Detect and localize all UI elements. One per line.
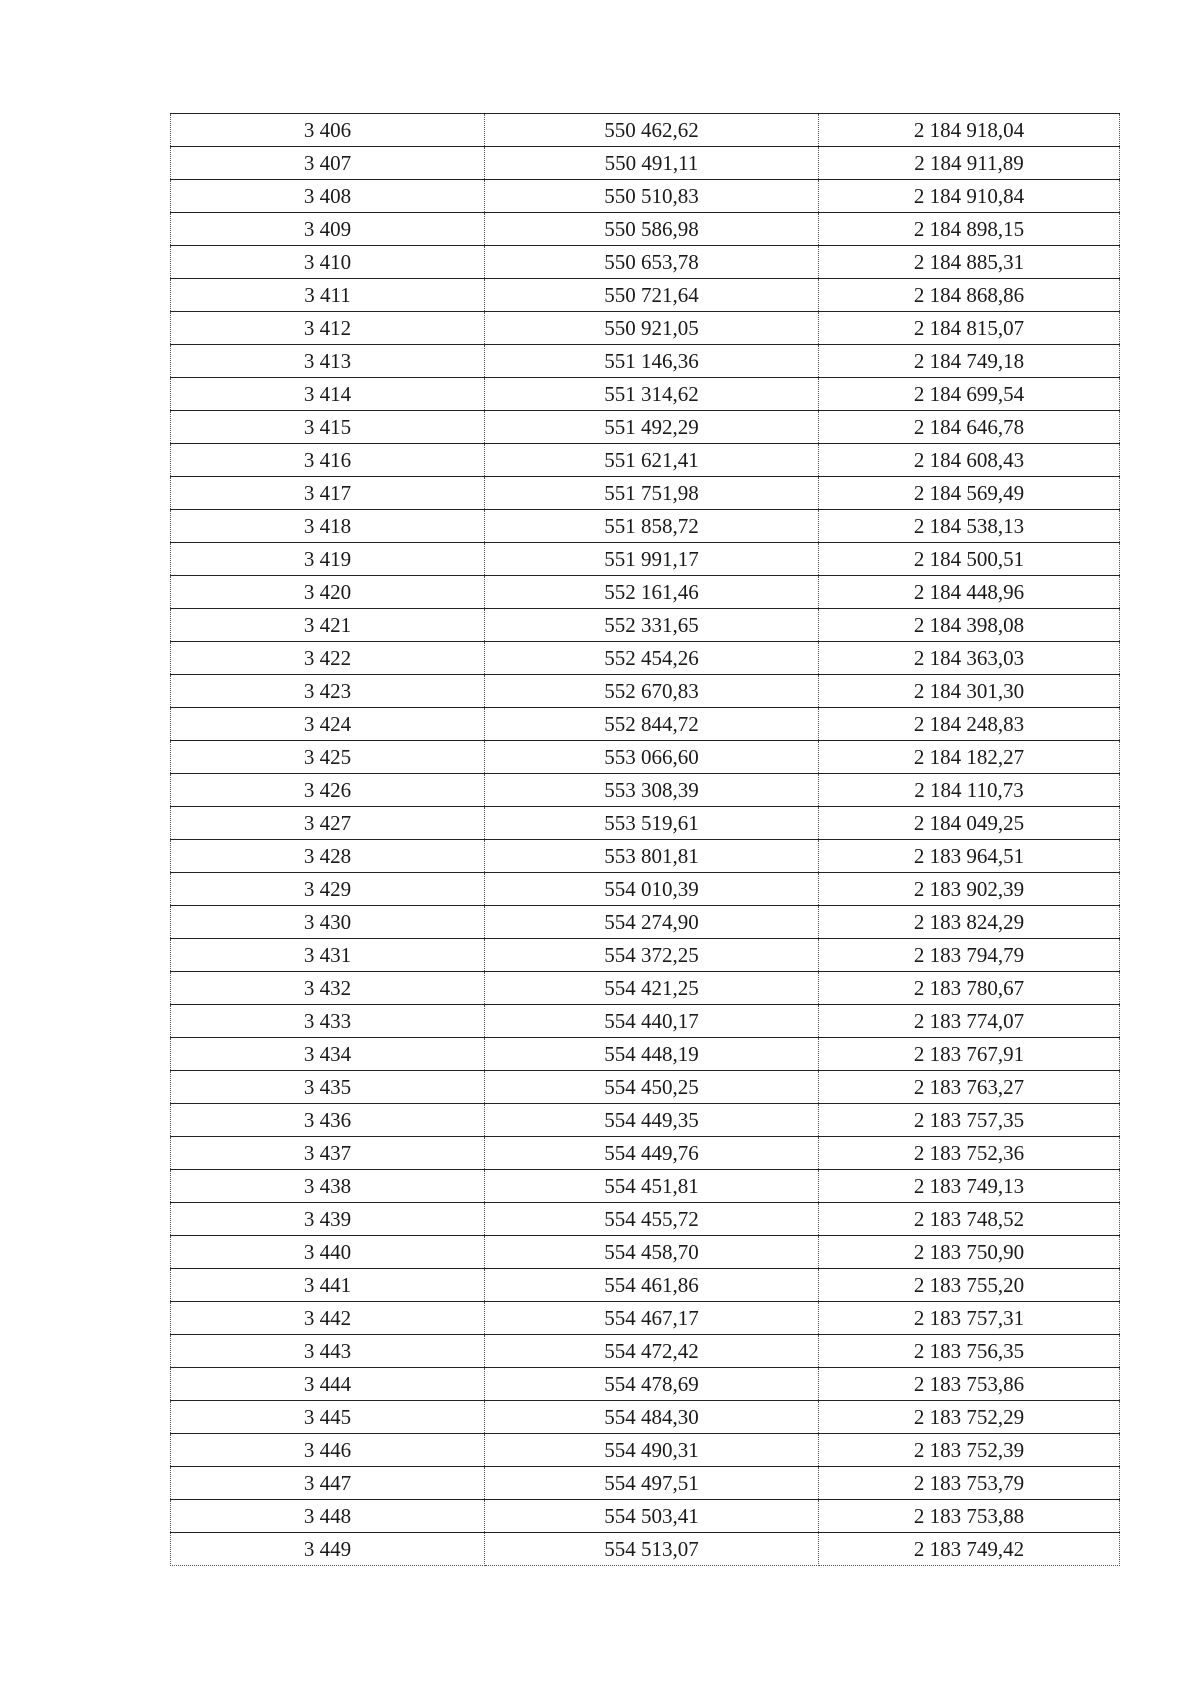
y-coordinate-cell: 2 183 750,90	[819, 1236, 1120, 1269]
x-coordinate-cell: 554 440,17	[485, 1005, 819, 1038]
y-coordinate-cell: 2 184 049,25	[819, 807, 1120, 840]
x-coordinate-cell: 550 921,05	[485, 312, 819, 345]
point-number-cell: 3 434	[171, 1038, 485, 1071]
x-coordinate-cell: 552 454,26	[485, 642, 819, 675]
point-number-cell: 3 409	[171, 213, 485, 246]
x-coordinate-cell: 552 844,72	[485, 708, 819, 741]
table-row	[171, 345, 1120, 378]
point-number-cell: 3 444	[171, 1368, 485, 1401]
table-row	[171, 741, 1120, 774]
y-coordinate-cell: 2 183 756,35	[819, 1335, 1120, 1368]
x-coordinate-cell: 550 462,62	[485, 114, 819, 147]
y-coordinate-cell: 2 184 749,18	[819, 345, 1120, 378]
x-coordinate-cell: 552 670,83	[485, 675, 819, 708]
y-coordinate-cell: 2 183 767,91	[819, 1038, 1120, 1071]
table-row	[171, 246, 1120, 279]
point-number-cell: 3 421	[171, 609, 485, 642]
x-coordinate-cell: 553 801,81	[485, 840, 819, 873]
y-coordinate-cell: 2 184 569,49	[819, 477, 1120, 510]
point-number-cell: 3 426	[171, 774, 485, 807]
point-number-cell: 3 447	[171, 1467, 485, 1500]
y-coordinate-cell: 2 183 902,39	[819, 873, 1120, 906]
point-number-cell: 3 441	[171, 1269, 485, 1302]
y-coordinate-cell: 2 183 824,29	[819, 906, 1120, 939]
table-row	[171, 1269, 1120, 1302]
x-coordinate-cell: 551 621,41	[485, 444, 819, 477]
table-row	[171, 576, 1120, 609]
y-coordinate-cell: 2 184 898,15	[819, 213, 1120, 246]
point-number-cell: 3 419	[171, 543, 485, 576]
table-row	[171, 642, 1120, 675]
y-coordinate-cell: 2 184 248,83	[819, 708, 1120, 741]
table-row	[171, 1203, 1120, 1236]
table-row	[171, 1467, 1120, 1500]
x-coordinate-cell: 554 421,25	[485, 972, 819, 1005]
point-number-cell: 3 422	[171, 642, 485, 675]
y-coordinate-cell: 2 184 110,73	[819, 774, 1120, 807]
table-row	[171, 213, 1120, 246]
x-coordinate-cell: 554 450,25	[485, 1071, 819, 1104]
table-row	[171, 114, 1120, 147]
point-number-cell: 3 415	[171, 411, 485, 444]
point-number-cell: 3 420	[171, 576, 485, 609]
y-coordinate-cell: 2 183 749,42	[819, 1533, 1120, 1566]
point-number-cell: 3 424	[171, 708, 485, 741]
point-number-cell: 3 412	[171, 312, 485, 345]
x-coordinate-cell: 554 467,17	[485, 1302, 819, 1335]
y-coordinate-cell: 2 183 753,79	[819, 1467, 1120, 1500]
point-number-cell: 3 413	[171, 345, 485, 378]
x-coordinate-cell: 554 010,39	[485, 873, 819, 906]
x-coordinate-cell: 554 458,70	[485, 1236, 819, 1269]
point-number-cell: 3 425	[171, 741, 485, 774]
y-coordinate-cell: 2 183 757,31	[819, 1302, 1120, 1335]
x-coordinate-cell: 551 492,29	[485, 411, 819, 444]
y-coordinate-cell: 2 184 448,96	[819, 576, 1120, 609]
x-coordinate-cell: 554 461,86	[485, 1269, 819, 1302]
x-coordinate-cell: 554 484,30	[485, 1401, 819, 1434]
x-coordinate-cell: 551 751,98	[485, 477, 819, 510]
table-row	[171, 411, 1120, 444]
point-number-cell: 3 439	[171, 1203, 485, 1236]
table-row	[171, 906, 1120, 939]
y-coordinate-cell: 2 183 753,86	[819, 1368, 1120, 1401]
table-row	[171, 1071, 1120, 1104]
table-row	[171, 1533, 1120, 1566]
y-coordinate-cell: 2 184 182,27	[819, 741, 1120, 774]
x-coordinate-cell: 554 449,76	[485, 1137, 819, 1170]
x-coordinate-cell: 550 510,83	[485, 180, 819, 213]
table-row	[171, 972, 1120, 1005]
table-row	[171, 1236, 1120, 1269]
point-number-cell: 3 443	[171, 1335, 485, 1368]
table-row	[171, 279, 1120, 312]
table-row	[171, 543, 1120, 576]
x-coordinate-cell: 554 503,41	[485, 1500, 819, 1533]
table-row	[171, 1500, 1120, 1533]
y-coordinate-cell: 2 184 911,89	[819, 147, 1120, 180]
point-number-cell: 3 430	[171, 906, 485, 939]
x-coordinate-cell: 553 308,39	[485, 774, 819, 807]
point-number-cell: 3 406	[171, 114, 485, 147]
table-row	[171, 939, 1120, 972]
x-coordinate-cell: 554 490,31	[485, 1434, 819, 1467]
x-coordinate-cell: 554 478,69	[485, 1368, 819, 1401]
point-number-cell: 3 440	[171, 1236, 485, 1269]
y-coordinate-cell: 2 184 398,08	[819, 609, 1120, 642]
y-coordinate-cell: 2 183 752,39	[819, 1434, 1120, 1467]
table-row	[171, 1005, 1120, 1038]
y-coordinate-cell: 2 184 699,54	[819, 378, 1120, 411]
x-coordinate-cell: 554 449,35	[485, 1104, 819, 1137]
x-coordinate-cell: 550 653,78	[485, 246, 819, 279]
table-row	[171, 807, 1120, 840]
x-coordinate-cell: 554 455,72	[485, 1203, 819, 1236]
coordinates-table	[170, 113, 1120, 1566]
table-row	[171, 444, 1120, 477]
table-row	[171, 378, 1120, 411]
point-number-cell: 3 428	[171, 840, 485, 873]
y-coordinate-cell: 2 183 780,67	[819, 972, 1120, 1005]
x-coordinate-cell: 554 451,81	[485, 1170, 819, 1203]
y-coordinate-cell: 2 183 794,79	[819, 939, 1120, 972]
point-number-cell: 3 410	[171, 246, 485, 279]
table-row	[171, 1401, 1120, 1434]
table-row	[171, 477, 1120, 510]
table-row	[171, 1302, 1120, 1335]
x-coordinate-cell: 551 314,62	[485, 378, 819, 411]
point-number-cell: 3 423	[171, 675, 485, 708]
y-coordinate-cell: 2 183 752,29	[819, 1401, 1120, 1434]
point-number-cell: 3 429	[171, 873, 485, 906]
y-coordinate-cell: 2 184 608,43	[819, 444, 1120, 477]
x-coordinate-cell: 552 331,65	[485, 609, 819, 642]
point-number-cell: 3 416	[171, 444, 485, 477]
y-coordinate-cell: 2 184 885,31	[819, 246, 1120, 279]
table-row	[171, 147, 1120, 180]
y-coordinate-cell: 2 184 301,30	[819, 675, 1120, 708]
y-coordinate-cell: 2 183 749,13	[819, 1170, 1120, 1203]
table-row	[171, 1368, 1120, 1401]
point-number-cell: 3 408	[171, 180, 485, 213]
x-coordinate-cell: 554 497,51	[485, 1467, 819, 1500]
table-row	[171, 1434, 1120, 1467]
x-coordinate-cell: 554 274,90	[485, 906, 819, 939]
point-number-cell: 3 431	[171, 939, 485, 972]
point-number-cell: 3 417	[171, 477, 485, 510]
point-number-cell: 3 427	[171, 807, 485, 840]
point-number-cell: 3 438	[171, 1170, 485, 1203]
point-number-cell: 3 446	[171, 1434, 485, 1467]
table-row	[171, 1137, 1120, 1170]
x-coordinate-cell: 551 146,36	[485, 345, 819, 378]
table-row	[171, 708, 1120, 741]
y-coordinate-cell: 2 184 868,86	[819, 279, 1120, 312]
table-row	[171, 1104, 1120, 1137]
table-row	[171, 510, 1120, 543]
point-number-cell: 3 445	[171, 1401, 485, 1434]
y-coordinate-cell: 2 183 755,20	[819, 1269, 1120, 1302]
x-coordinate-cell: 550 586,98	[485, 213, 819, 246]
x-coordinate-cell: 554 448,19	[485, 1038, 819, 1071]
point-number-cell: 3 448	[171, 1500, 485, 1533]
x-coordinate-cell: 550 491,11	[485, 147, 819, 180]
point-number-cell: 3 436	[171, 1104, 485, 1137]
point-number-cell: 3 414	[171, 378, 485, 411]
point-number-cell: 3 435	[171, 1071, 485, 1104]
point-number-cell: 3 432	[171, 972, 485, 1005]
table-row	[171, 1335, 1120, 1368]
y-coordinate-cell: 2 183 753,88	[819, 1500, 1120, 1533]
x-coordinate-cell: 554 513,07	[485, 1533, 819, 1566]
y-coordinate-cell: 2 184 815,07	[819, 312, 1120, 345]
y-coordinate-cell: 2 183 964,51	[819, 840, 1120, 873]
x-coordinate-cell: 553 519,61	[485, 807, 819, 840]
y-coordinate-cell: 2 184 910,84	[819, 180, 1120, 213]
x-coordinate-cell: 552 161,46	[485, 576, 819, 609]
point-number-cell: 3 407	[171, 147, 485, 180]
table-row	[171, 609, 1120, 642]
point-number-cell: 3 418	[171, 510, 485, 543]
x-coordinate-cell: 551 991,17	[485, 543, 819, 576]
table-row	[171, 180, 1120, 213]
y-coordinate-cell: 2 184 538,13	[819, 510, 1120, 543]
point-number-cell: 3 437	[171, 1137, 485, 1170]
point-number-cell: 3 449	[171, 1533, 485, 1566]
table-row	[171, 675, 1120, 708]
y-coordinate-cell: 2 184 918,04	[819, 114, 1120, 147]
point-number-cell: 3 442	[171, 1302, 485, 1335]
table-row	[171, 312, 1120, 345]
x-coordinate-cell: 550 721,64	[485, 279, 819, 312]
y-coordinate-cell: 2 184 646,78	[819, 411, 1120, 444]
y-coordinate-cell: 2 183 757,35	[819, 1104, 1120, 1137]
y-coordinate-cell: 2 184 363,03	[819, 642, 1120, 675]
table-row	[171, 1170, 1120, 1203]
y-coordinate-cell: 2 184 500,51	[819, 543, 1120, 576]
y-coordinate-cell: 2 183 752,36	[819, 1137, 1120, 1170]
coordinates-table-body	[171, 114, 1120, 1566]
table-row	[171, 774, 1120, 807]
table-row	[171, 840, 1120, 873]
y-coordinate-cell: 2 183 774,07	[819, 1005, 1120, 1038]
y-coordinate-cell: 2 183 763,27	[819, 1071, 1120, 1104]
table-row	[171, 873, 1120, 906]
y-coordinate-cell: 2 183 748,52	[819, 1203, 1120, 1236]
x-coordinate-cell: 551 858,72	[485, 510, 819, 543]
point-number-cell: 3 411	[171, 279, 485, 312]
x-coordinate-cell: 554 372,25	[485, 939, 819, 972]
x-coordinate-cell: 554 472,42	[485, 1335, 819, 1368]
table-row	[171, 1038, 1120, 1071]
x-coordinate-cell: 553 066,60	[485, 741, 819, 774]
point-number-cell: 3 433	[171, 1005, 485, 1038]
